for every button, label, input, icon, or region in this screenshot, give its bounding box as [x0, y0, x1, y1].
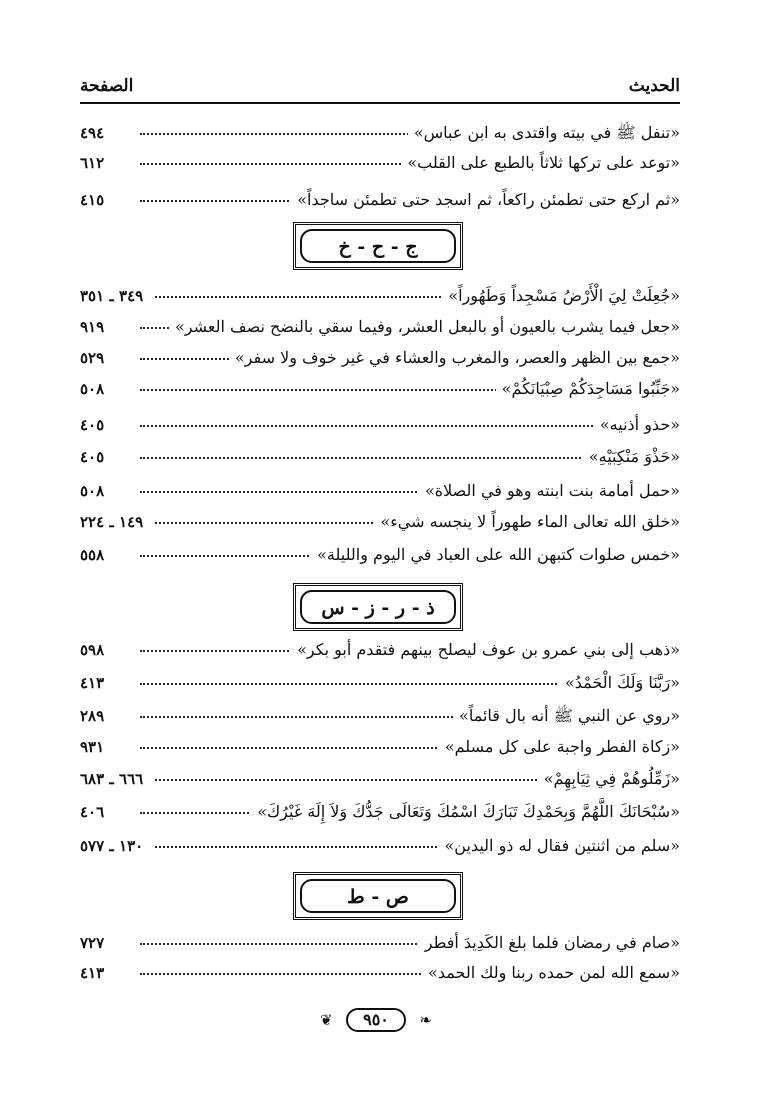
index-entry [80, 476, 680, 506]
index-entry [80, 958, 680, 988]
section-heading-label: ص - ط [300, 879, 456, 913]
hadith-text: «جعل فيما يشرب بالعيون أو بالبعل العشر، وفيما سقي بالنضح نصف العشر» [169, 312, 680, 342]
index-entry [80, 343, 680, 373]
hadith-text: «حذو أذنيه» [594, 410, 680, 440]
section-heading-box [293, 583, 463, 631]
index-entry [80, 701, 680, 731]
index-entry [80, 374, 680, 404]
hadith-text: «سمع الله لمن حمده ربنا ولك الحمد» [422, 958, 680, 988]
index-entry [80, 797, 680, 827]
hadith-text: «سُبْحَانَكَ اللَّهُمَّ وَبِحَمْدِكَ تَبَارَكَ اسْمُكَ وَتَعَالَى جَدُّكَ وَلاَ إِلَهَ غَيْرُكَ» [251, 797, 680, 827]
index-entry [80, 928, 680, 958]
page-number: ٧٢٧ [80, 928, 114, 958]
page-number: ٦٦٦ ـ ٦٨٣ [80, 764, 153, 794]
hadith-text: «خمس صلوات كتبهن الله على العباد في اليوم والليلة» [311, 540, 680, 570]
page-number: ٥٩٨ [80, 635, 114, 665]
page-number: ٣٤٩ ـ ٣٥١ [80, 281, 153, 311]
page-number: ٦١٢ [80, 148, 114, 178]
index-entry [80, 442, 680, 472]
hadith-text: «حمل أمامة بنت ابنته وهو في الصلاة» [419, 476, 680, 506]
header-hadith-label: الحديث [628, 76, 680, 96]
page-number: ٤٠٥ [80, 442, 114, 472]
section-heading-label: ذ - ر - ز - س [300, 590, 456, 624]
index-entry [80, 281, 680, 311]
hadith-text: «توعد على تركها ثلاثاً بالطبع على القلب» [401, 148, 680, 178]
page-number: ٥٥٨ [80, 540, 114, 570]
page-number: ٥٠٨ [80, 476, 114, 506]
page-number: ٩٣١ [80, 732, 114, 762]
folio-page-number: ٩٥٠ [346, 1008, 406, 1032]
header-rule [80, 102, 680, 104]
index-entry [80, 185, 680, 215]
index-entry [80, 410, 680, 440]
section-heading-label: ج - ح - خ [300, 229, 456, 263]
index-entry [80, 312, 680, 342]
page-number: ٤٠٦ [80, 797, 114, 827]
index-entry [80, 635, 680, 665]
hadith-text: «ذهب إلى بني عمرو بن عوف ليصلح بينهم فتقدم أبو بكر» [291, 635, 680, 665]
header-page-label: الصفحة [80, 76, 134, 96]
index-entry [80, 764, 680, 794]
index-entry [80, 540, 680, 570]
index-entry [80, 148, 680, 178]
page-number: ٥٠٨ [80, 374, 114, 404]
page-number: ٩١٩ [80, 312, 114, 342]
page-number: ٤٠٥ [80, 410, 114, 440]
page-number: ٢٨٩ [80, 701, 114, 731]
hadith-text: «ثم اركع حتى تطمئن راكعاً، ثم اسجد حتى تطمئن ساجداً» [291, 185, 680, 215]
page-folio [316, 1006, 436, 1036]
index-entry [80, 831, 680, 861]
ornament-icon: ❦ [320, 1011, 333, 1029]
section-heading-box [293, 872, 463, 920]
hadith-text: «خلق الله تعالى الماء طهوراً لا ينجسه شيء» [374, 507, 680, 537]
hadith-text: «زكاة الفطر واجبة على كل مسلم» [439, 732, 680, 762]
page-number: ٤١٣ [80, 958, 114, 988]
index-entry [80, 507, 680, 537]
page-number: ٥٢٩ [80, 343, 114, 373]
hadith-text: «روي عن النبي ﷺ أنه بال قائماً» [453, 701, 680, 731]
page-number: ١٤٩ ـ ٢٢٤ [80, 507, 153, 537]
hadith-text: «تنفل ﷺ في بيته واقتدى به ابن عباس» [408, 118, 680, 148]
page-number: ٤١٣ [80, 668, 114, 698]
index-entry [80, 118, 680, 148]
ornament-icon: ❧ [419, 1011, 432, 1029]
page-number: ١٣٠ ـ ٥٧٧ [80, 831, 153, 861]
hadith-text: «رَبَّنَا وَلَكَ الْحَمْدُ» [559, 668, 680, 698]
index-entry [80, 668, 680, 698]
index-entry [80, 732, 680, 762]
hadith-text: «حَذْوَ مَنْكِبَيْهِ» [583, 442, 680, 472]
page-number: ٤١٥ [80, 185, 114, 215]
hadith-text: «سلم من اثنتين فقال له ذو اليدين» [439, 831, 680, 861]
hadith-text: «جمع بين الظهر والعصر، والمغرب والعشاء في غير خوف ولا سفر» [229, 343, 680, 373]
section-heading-box [293, 222, 463, 270]
page-number: ٤٩٤ [80, 118, 114, 148]
page-header [80, 70, 680, 100]
hadith-text: «صام في رمضان فلما بلغ الكَدِيدَ أفطر [419, 928, 680, 958]
hadith-text: «جَنِّبُوا مَسَاجِدَكُمْ صِبْيَانَكُمْ» [496, 374, 680, 404]
hadith-text: «زَمِّلُوهُمْ فِي ثِيَابِهِمْ» [538, 764, 680, 794]
hadith-text: «جُعِلَتْ لِيَ الْأَرْضُ مَسْجِداً وَطَهُوراً» [442, 281, 680, 311]
